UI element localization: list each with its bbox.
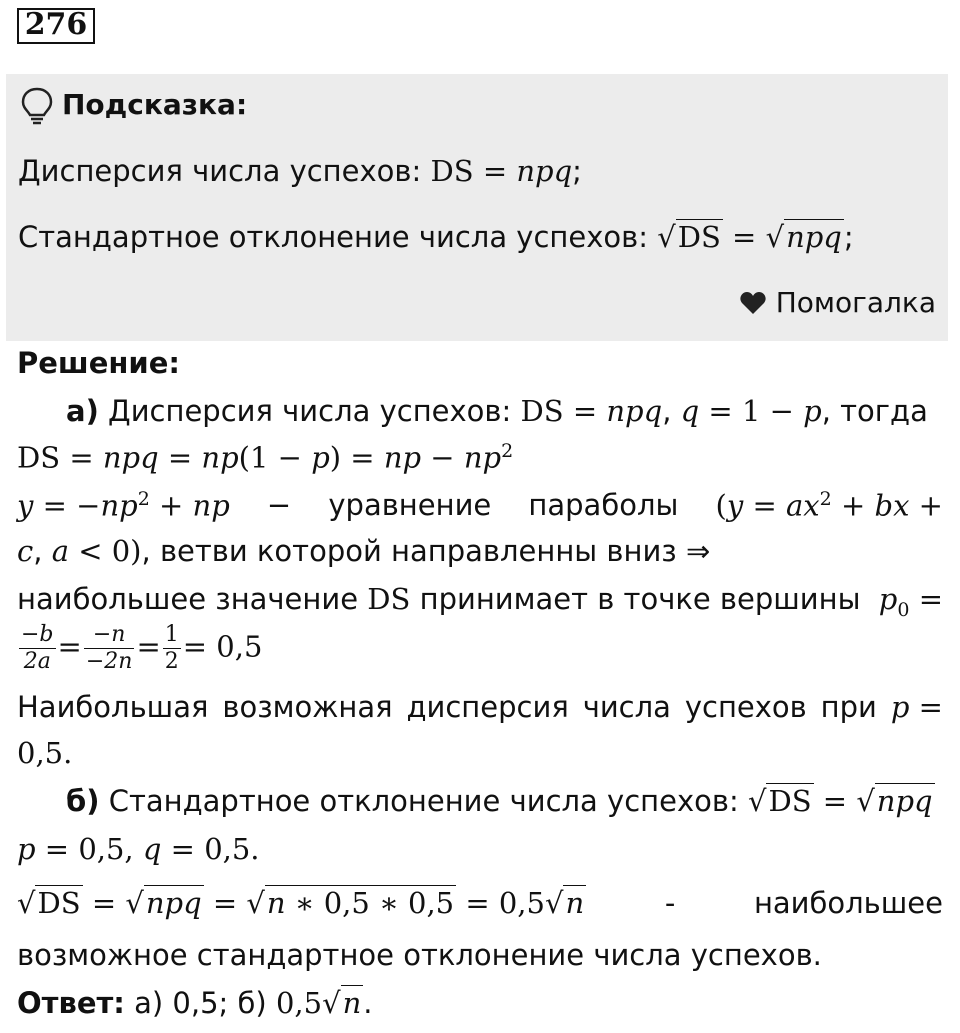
heart-icon bbox=[739, 286, 776, 319]
hint-line-2-text: Стандартное отклонение числа успехов: bbox=[18, 220, 648, 254]
helper-link[interactable] bbox=[739, 286, 936, 319]
max-text-2: принимает в точке вершины bbox=[419, 582, 861, 616]
max-word-5: успехов bbox=[684, 690, 807, 724]
max-word-4: числа bbox=[582, 690, 671, 724]
parabola-word-2: параболы bbox=[528, 488, 679, 522]
answer-label: Ответ: bbox=[17, 986, 125, 1020]
hint-box bbox=[6, 74, 948, 341]
max-word-2: возможная bbox=[222, 690, 393, 724]
problem-number: 276 bbox=[17, 8, 95, 44]
parabola-word-1: уравнение bbox=[328, 488, 492, 522]
part-a-then: тогда bbox=[840, 394, 928, 428]
parabola-line: $y = -np^2$ + np − уравнение параболы ($y = ax^2$ + bx + bbox=[17, 488, 943, 523]
part-b-line: б) Стандартное отклонение числа успехов: √DS = √npq bbox=[66, 784, 933, 818]
part-a-text: Дисперсия числа успехов: bbox=[108, 394, 512, 428]
hint-line-1: Дисперсия числа успехов: DS = npq; bbox=[18, 154, 582, 188]
max-word-1: Наибольшая bbox=[17, 690, 209, 724]
dash: - bbox=[664, 886, 676, 920]
vertex-formula: $\frac{-b}{2a}$ = $\frac{-n}{-2n}$ = $\frac{1}{2}$ = 0,5 bbox=[21, 622, 263, 674]
hint-line-1-text: Дисперсия числа успехов: bbox=[18, 154, 422, 188]
solution-title: Решение: bbox=[17, 346, 181, 380]
branches-text: ветви которой направленны вниз ⇒ bbox=[159, 534, 711, 568]
ds-expansion: DS = npq = np(1 − p) = np − $np^2$ bbox=[17, 440, 514, 475]
largest-word: наибольшее bbox=[753, 886, 943, 920]
std-text: возможное стандартное отклонение числа успехов. bbox=[17, 938, 822, 972]
hint-line-2: Стандартное отклонение числа успехов: √DS = √npq; bbox=[18, 220, 854, 254]
part-a-line: а) Дисперсия числа успехов: DS = npq, q = 1 − p, тогда bbox=[66, 394, 928, 428]
answer-text: а) 0,5; б) bbox=[134, 986, 267, 1020]
max-text: наибольшее значение bbox=[17, 582, 359, 616]
pq-values: p = 0,5, q = 0,5. bbox=[17, 832, 260, 866]
part-b-label: б) bbox=[66, 784, 100, 818]
lightbulb-icon bbox=[20, 86, 54, 130]
branches-line: c, a < 0), ветви которой направленны вниз ⇒ bbox=[17, 534, 711, 568]
part-a-label: а) bbox=[66, 394, 99, 428]
hint-title: Подсказка: bbox=[62, 88, 248, 121]
max-dispersion-line: Наибольшая возможная дисперсия числа успехов при p = bbox=[17, 690, 943, 724]
helper-label: Помогалка bbox=[775, 286, 936, 319]
max-word-3: дисперсия bbox=[406, 690, 569, 724]
part-b-text: Стандартное отклонение числа успехов: bbox=[108, 784, 739, 818]
max-word-6: при bbox=[820, 690, 877, 724]
max-line: наибольшее значение DS принимает в точке вершины $p_0$ = bbox=[17, 582, 943, 621]
std-line: √DS = √npq = √n ∗ 0,5 ∗ 0,5 = 0,5√n - наибольшее bbox=[17, 886, 943, 920]
max-dispersion-value: 0,5. bbox=[17, 736, 73, 770]
answer-line: Ответ: а) 0,5; б) 0,5√n. bbox=[17, 986, 373, 1020]
